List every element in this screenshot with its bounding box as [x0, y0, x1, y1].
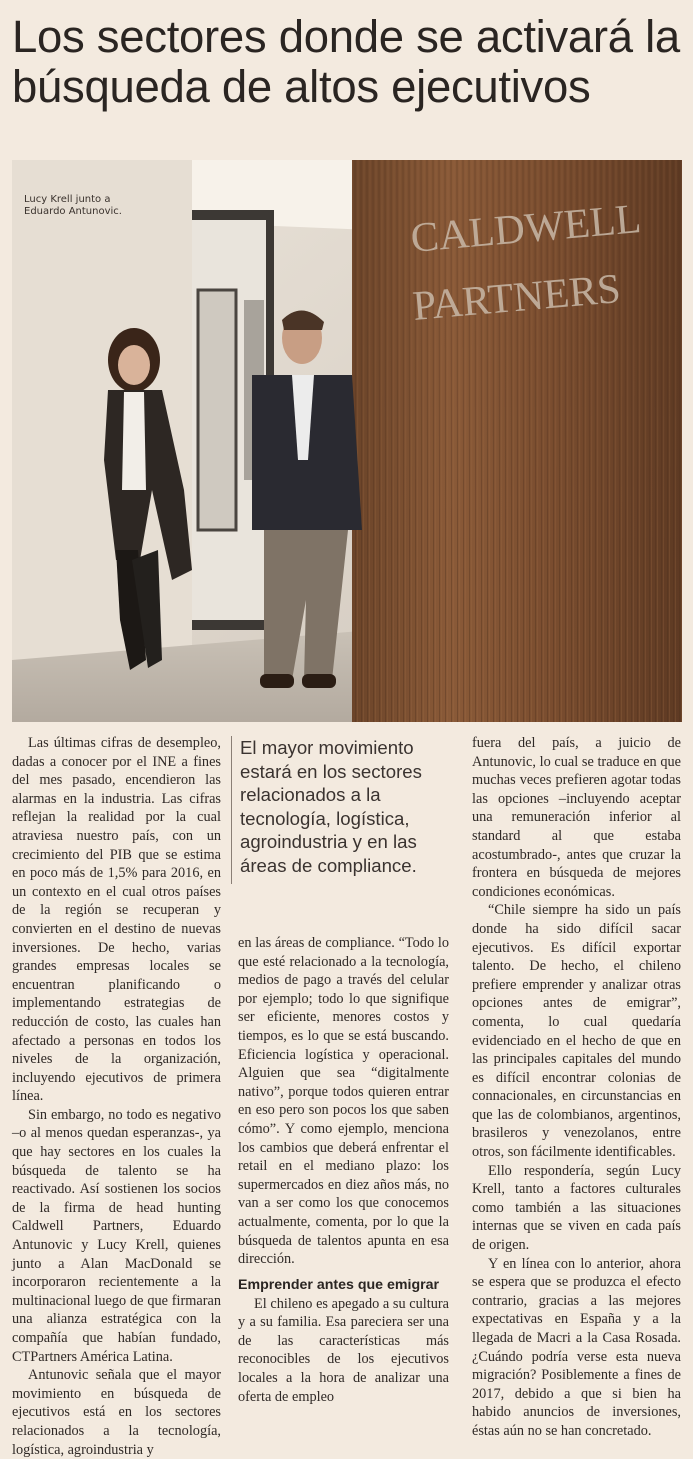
- wall-logo-line1: CALDWELL: [408, 196, 643, 262]
- paragraph: “Chile siempre ha sido un país donde ha sido difícil sacar ejecutivos. Es difícil exportar talento. De hecho, el chileno prefiere emprender y analizar otras opciones antes de emigrar”, comenta, lo cual quedaría evidenciado en el hecho de que en las principales capitales del mundo es difícil encontrar colonias de connacionales, en circunstancias en que las de colombianos, argentinos, brasileros y venezolanos, entre otros, son fácilmente identificables.: [472, 902, 681, 1161]
- wall-logo-line2: PARTNERS: [410, 265, 623, 330]
- paragraph: en las áreas de compliance. “Todo lo que esté relacionado a la tecnología, medios de pago a través del celular por ejemplo; todo lo que signifique ser eficiente, menores costos y tiempos, es lo que se está buscando. Eficiencia logística y operacional. Alguien que sea “digitalmente nativo”, porque todos quieren entrar en eso pero son pocos los que saben cómo”. Y como ejemplo, menciona los cambios que deberá enfrentar el retail en el mediano plazo: los supermercados en diez años más, no van a ser como los que conocemos actualmente, comenta, por lo que la búsqueda de talentos apunta en esa dirección.: [238, 935, 449, 1268]
- paragraph: Antunovic señala que el mayor movimiento en búsqueda de ejecutivos está en los sectores relacionados a la tecnología, logística, agroindustria y: [12, 1367, 221, 1458]
- pull-quote-rule: [231, 736, 232, 884]
- subhead: Emprender antes que emigrar: [238, 1276, 440, 1293]
- column-3: [472, 734, 681, 1441]
- photo-caption: Lucy Krell junto a Eduardo Antunovic.: [24, 194, 122, 217]
- paragraph: fuera del país, a juicio de Antunovic, lo cual se traduce en que muchas veces prefieren agotar todas las opciones –incluyendo aceptar una remuneración inferior al standard al que estaba acostumbrado-, antes que cruzar la frontera en búsqueda de mejores condiciones económicas.: [472, 735, 681, 900]
- article-photo: [12, 160, 682, 722]
- paragraph: Y en línea con lo anterior, ahora se espera que se produzca el efecto contrario, gracias a las mejores expectativas en España y a la llegada de Macri a la Casa Rosada. ¿Cuándo podría verse esta nueva migración? Posiblemente a fines de 2017, debido a que si bien ha habido anuncios de inversiones, éstas aún no se han concretado.: [472, 1255, 681, 1439]
- headline: Los sectores donde se activará la búsqueda de altos ejecutivos: [12, 11, 680, 112]
- paragraph: Sin embargo, no todo es negativo –o al menos quedan esperanzas-, ya que hay sectores en los cuales la búsqueda de talento se ha reactivado. Así sostienen los socios de la firma de head hunting Caldwell Partners, Eduardo Antunovic y Lucy Krell, quienes junto a Alan MacDonald se incorporaron recientemente a la multinacional luego de que firmaran una alianza estratégica con la compañía que habían fundado, CTPartners América Latina.: [12, 1106, 221, 1365]
- photo-illustration: [12, 160, 682, 722]
- paragraph: El chileno es apegado a su cultura y a su familia. Esa pareciera ser una de las características más reconocibles de los ejecutivos locales a la hora de analizar una oferta de empleo: [238, 1295, 449, 1405]
- column-1: [12, 734, 221, 1459]
- column-2: [238, 934, 449, 1406]
- pull-quote: El mayor movimiento estará en los sectores relacionados a la tecnología, logística, agroindustria y en las áreas de compliance.: [240, 737, 422, 876]
- paragraph: Las últimas cifras de desempleo, dadas a conocer por el INE a fines del mes pasado, encendieron las alarmas en la industria. Las cifras reflejan la realidad por la cual atraviesa nuestro país, con un crecimiento del PIB que se estima en poco más de 1,5% para 2016, en un contexto en el cual otros países de la región se recuperan y convierten en el destino de nuevas inversiones. De hecho, varias grandes empresas locales se encuentran planificando o implementando estrategias de reducción de costo, las cuales han afectado a personas en todos los niveles de la organización, incluyendo ejecutivos de primera línea.: [12, 735, 221, 1105]
- paragraph: Ello respondería, según Lucy Krell, tanto a factores culturales como también a las situaciones internas que se viven en cada país de origen.: [472, 1162, 681, 1254]
